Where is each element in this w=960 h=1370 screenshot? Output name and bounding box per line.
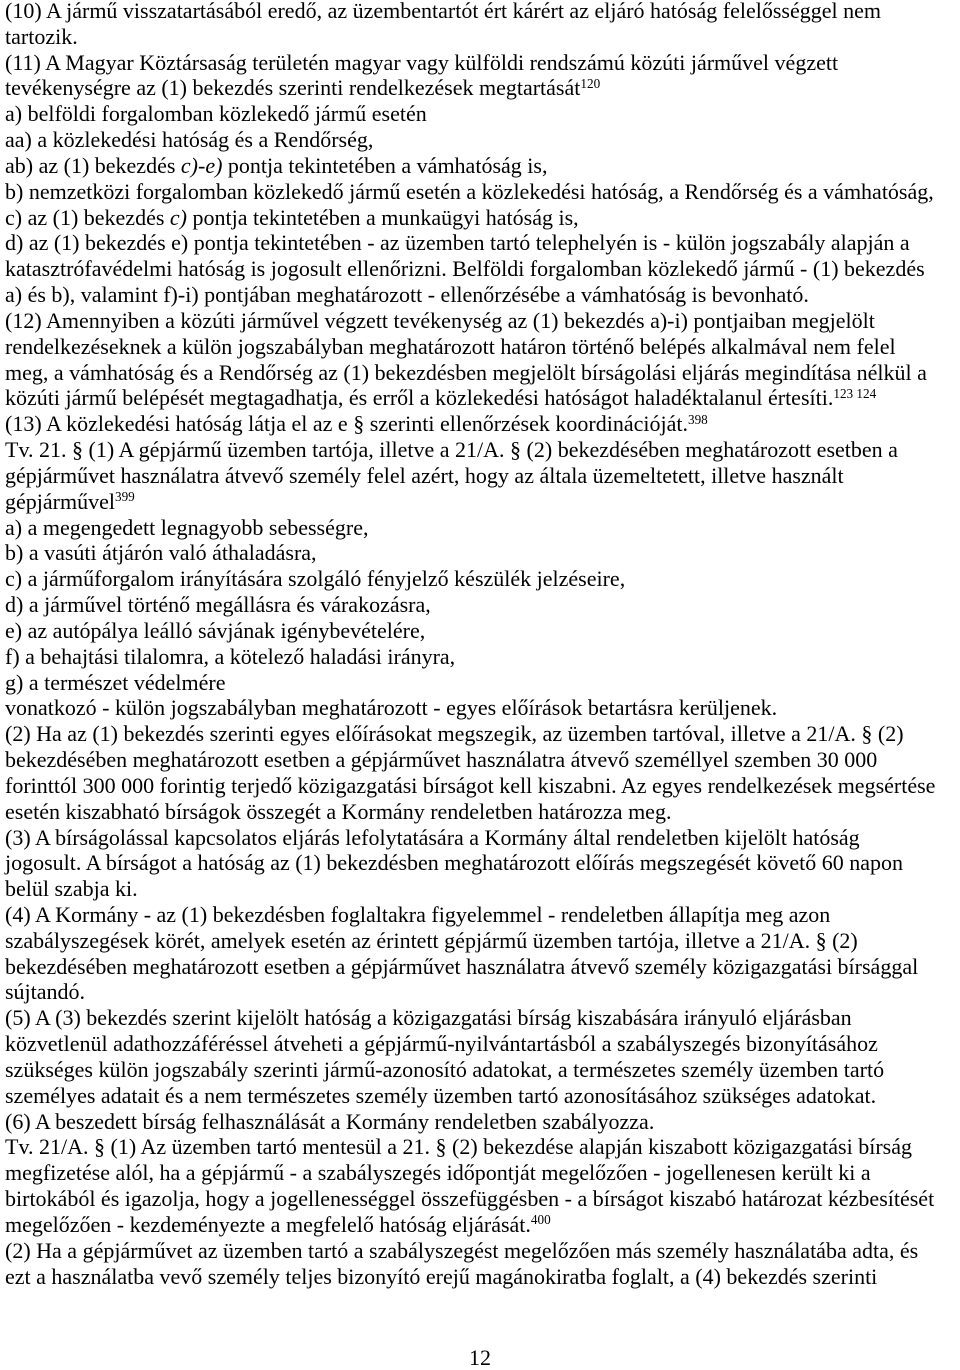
line-text: c) az (1) bekezdés: [5, 204, 170, 230]
text-line: [5, 75, 958, 101]
line-text: (13) A közlekedési hatóság látja el az e § szerinti ellenőrzések koordinációját.: [5, 411, 688, 437]
text-line: (2) Ha az (1) bekezdés szerinti egyes előírásokat megszegik, az üzemben tartóval, illetve a 21/A. § (2): [5, 721, 904, 747]
text-line: bekezdésében meghatározott esetben a gépjárművet használatra átvevő személlyel szemben 30 000: [5, 747, 878, 773]
text-line: megfizetése alól, ha a gépjármű - a szabályszegés időpontját megelőzően - jogellenesen került ki a: [5, 1160, 871, 1186]
text-line: (6) A beszedett bírság felhasználását a Kormány rendeletben szabályozza.: [5, 1108, 655, 1134]
text-line: a) és b), valamint f)-i) pontjában meghatározott - ellenőrzésébe a vámhatóság is bevonható.: [5, 282, 809, 308]
text-line: tartozik.: [5, 23, 78, 49]
text-line: Tv. 21/A. § (1) Az üzemben tartó mentesül a 21. § (2) bekezdése alapján kiszabott közigazgatási bírság: [5, 1134, 912, 1160]
italic-reference: c)-e): [180, 152, 223, 178]
text-line: belül szabja ki.: [5, 876, 138, 902]
text-line: e) az autópálya leálló sávjának igénybevételére,: [5, 617, 426, 643]
footnote-reference: 400: [530, 1212, 551, 1228]
text-line: ezt a használatba vevő személy teljes bizonyító erejű magánokiratba foglalt, a (4) bekezdés szerinti: [5, 1263, 878, 1289]
text-line: sújtandó.: [5, 979, 86, 1005]
text-line: a) a megengedett legnagyobb sebességre,: [5, 514, 369, 540]
text-line: [5, 489, 958, 515]
text-line: szabályszegések körét, amelyek esetén az érintett gépjármű üzemben tartója, illetve a 21/A. § (2): [5, 927, 858, 953]
line-text: tevékenységre az (1) bekezdés szerinti rendelkezések megtartását: [5, 75, 581, 101]
text-line: (4) A Kormány - az (1) bekezdésben foglaltakra figyelemmel - rendeletben állapítja meg azon: [5, 901, 831, 927]
footnote-reference: 398: [687, 411, 708, 427]
text-line: (10) A jármű visszatartásából eredő, az üzembentartót ért kárért az eljáró hatóság felelősséggel nem: [5, 0, 881, 23]
line-text: pontja tekintetében a vámhatóság is,: [222, 152, 548, 178]
text-line: (3) A bírságolással kapcsolatos eljárás lefolytatására a Kormány által rendeletben kijelölt hatóság: [5, 824, 860, 850]
text-line: [5, 411, 958, 437]
italic-reference: c): [169, 204, 187, 230]
text-line: [5, 385, 958, 411]
text-line: személyes adatait és a nem természetes személy üzemben tartó azonosításához szükséges adatokat.: [5, 1082, 877, 1108]
footnote-reference: 399: [114, 489, 135, 505]
text-line: birtokából és igazolja, hogy a jogellenességgel összefüggésben - a bírságot kiszabó határozat kézbesítését: [5, 1186, 935, 1212]
text-line: katasztrófavédelmi hatóság is jogosult ellenőrizni. Belföldi forgalomban közlekedő jármű - (1) bekezdés: [5, 256, 925, 282]
footnote-reference: 120: [580, 75, 601, 91]
text-line: c) a járműforgalom irányítására szolgáló fényjelző készülék jelzéseire,: [5, 566, 626, 592]
line-text: pontja tekintetében a munkaügyi hatóság is,: [187, 204, 579, 230]
line-text: gépjárművel: [5, 488, 115, 514]
text-line: forinttól 300 000 forintig terjedő közigazgatási bírságot kell kiszabni. Az egyes rendelkezések megsértése: [5, 772, 936, 798]
text-line: meg, a vámhatóság és a Rendőrség az (1) bekezdésben megjelölt bírságolási eljárás megindítása nélkül a: [5, 359, 927, 385]
footnote-reference: 123 124: [833, 385, 877, 401]
text-line: jogosult. A bírságot a hatóság az (1) bekezdésben meghatározott előírás megszegését követő 60 napon: [5, 850, 904, 876]
text-line: f) a behajtási tilalomra, a kötelező haladási irányra,: [5, 643, 456, 669]
line-text: megelőzően - kezdeményezte a megfelelő hatóság eljárását.: [5, 1211, 531, 1237]
text-line: b) a vasúti átjárón való áthaladásra,: [5, 540, 317, 566]
text-line: szükséges külön jogszabály szerinti jármű-azonosító adatokat, a természetes személy üzemben tartó: [5, 1056, 885, 1082]
text-line: (12) Amennyiben a közúti járművel végzett tevékenység az (1) bekezdés a)-i) pontjaiban megjelölt: [5, 307, 875, 333]
text-line: közvetlenül adathozzáféréssel átveheti a gépjármű-nyilvántartásból a szabályszegés bizonyításához: [5, 1031, 878, 1057]
text-line: [5, 1212, 958, 1238]
text-line: [5, 205, 958, 231]
text-line: d) a járművel történő megállásra és várakozásra,: [5, 592, 431, 618]
text-line: bekezdésében meghatározott esetben a gépjárművet használatra átvevő személy közigazgatási bírsággal: [5, 953, 919, 979]
text-line: g) a természet védelmére: [5, 669, 226, 695]
text-line: gépjárművet használatra átvevő személy felel azért, hogy az általa üzemeltetett, illetve használt: [5, 462, 844, 488]
text-line: (5) A (3) bekezdés szerint kijelölt hatóság a közigazgatási bírság kiszabására irányuló eljárásban: [5, 1005, 852, 1031]
text-line: [5, 153, 958, 179]
text-line: (11) A Magyar Köztársaság területén magyar vagy külföldi rendszámú közúti járművel végzett: [5, 49, 839, 75]
page-number: 12: [469, 1345, 491, 1370]
text-line: a) belföldi forgalomban közlekedő jármű esetén: [5, 101, 427, 127]
text-line: d) az (1) bekezdés e) pontja tekintetében - az üzemben tartó telephelyén is - külön jogszabály alapján a: [5, 230, 910, 256]
line-text: ab) az (1) bekezdés: [5, 152, 181, 178]
text-line: vonatkozó - külön jogszabályban meghatározott - egyes előírások betartásra kerüljenek.: [5, 695, 778, 721]
text-line: b) nemzetközi forgalomban közlekedő jármű esetén a közlekedési hatóság, a Rendőrség és a vámhatóság,: [5, 178, 934, 204]
document-body: [5, 0, 958, 1289]
text-line: Tv. 21. § (1) A gépjármű üzemben tartója, illetve a 21/A. § (2) bekezdésében meghatározott esetben a: [5, 437, 898, 463]
text-line: esetén kiszabható bírságok összegét a Kormány rendeletben határozza meg.: [5, 798, 672, 824]
text-line: (2) Ha a gépjárművet az üzemben tartó a szabályszegést megelőzően más személy használatába adta, és: [5, 1237, 919, 1263]
text-line: rendelkezéseknek a külön jogszabályban meghatározott határon történő belépés alkalmával nem felel: [5, 333, 896, 359]
text-line: aa) a közlekedési hatóság és a Rendőrség,: [5, 127, 374, 153]
line-text: közúti jármű belépését megtagadhatja, és erről a közlekedési hatóságot haladéktalanul értesíti.: [5, 385, 834, 411]
